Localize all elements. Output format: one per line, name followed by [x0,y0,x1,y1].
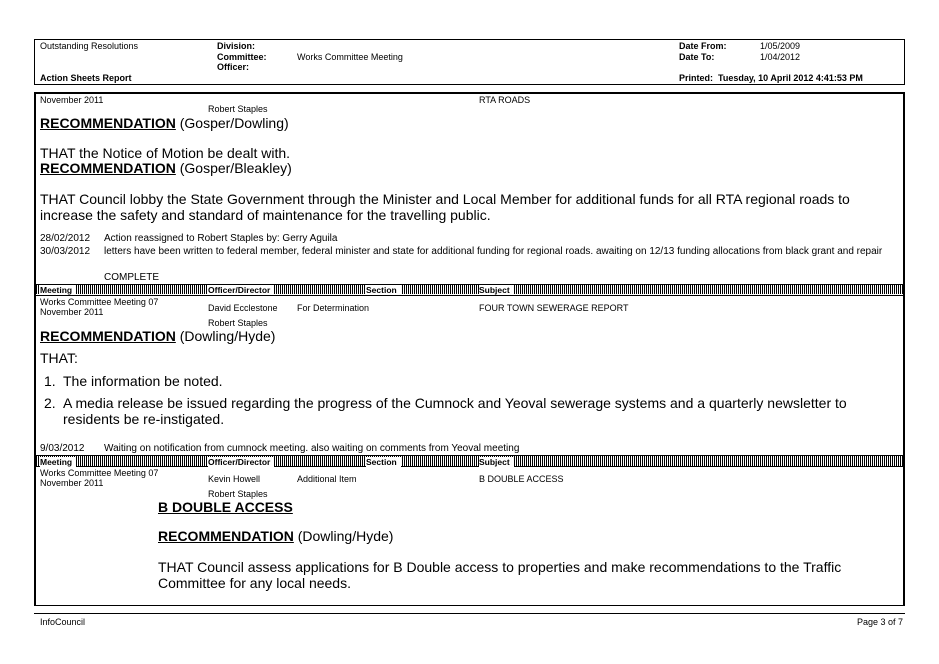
item-meeting: Works Committee Meeting 07 November 2011 [40,297,159,317]
item-subject: FOUR TOWN SEWERAGE REPORT [479,303,629,313]
recommendation-movers: (Dowling/Hyde) [175,328,276,344]
column-officer: Officer/Director [208,285,274,295]
recommendation-label: RECOMMENDATION [40,160,176,176]
item-title-text: B DOUBLE ACCESS [158,499,293,515]
recommendation-text: THAT the Notice of Motion be dealt with. [40,145,291,161]
column-subject: Subject [479,457,514,467]
recommendation-movers: (Gosper/Dowling) [175,115,289,131]
committee-value: Works Committee Meeting [297,52,403,62]
column-section: Section [366,285,401,295]
action-note: letters have been written to federal member, federal minister and state for additional funding for regional roads. awaiting on 12/13 funding allocations from black grant and repair [104,246,883,257]
recommendation-text: THAT Council assess applications for B Double access to properties and make recommendations to the Traffic Committee for any local needs. [158,559,842,591]
recommendation-that: THAT: [40,350,78,366]
action-date: 30/03/2012 [40,246,91,257]
point-text: A media release be issued regarding the progress of the Cumnock and Yeoval sewerage systems and a quarterly newsletter to residents be re-instigated. [63,395,847,427]
footer-brand: InfoCouncil [40,617,86,627]
officer-label: Officer: [217,62,250,72]
recommendation-heading [40,115,289,131]
column-subject: Subject [479,285,514,295]
date-to-value: 1/04/2012 [760,52,801,62]
report-title: Outstanding Resolutions [40,41,139,51]
page-number: Page 3 of 7 [856,617,903,627]
action-date: 28/02/2012 [40,233,91,244]
item-officer: Robert Staples [208,104,268,114]
point-number: 2. [44,395,56,411]
column-meeting: Meeting [40,457,76,467]
division-label: Division: [217,41,256,51]
item-meeting: November 2011 [40,95,104,105]
recommendation-movers: (Gosper/Bleakley) [175,160,292,176]
item-meeting: Works Committee Meeting 07 November 2011 [40,468,159,488]
item-officer: Robert Staples [208,489,268,499]
item-officer: Robert Staples [208,318,268,328]
date-from-label: Date From: [679,41,727,51]
column-section: Section [366,457,401,467]
recommendation-movers: (Dowling/Hyde) [293,528,394,544]
item-section: Additional Item [297,474,357,484]
item-section: For Determination [297,303,370,313]
committee-label: Committee: [217,52,267,62]
recommendation-label: RECOMMENDATION [158,528,294,544]
printed-value: Tuesday, 10 April 2012 4:41:53 PM [718,73,863,83]
date-to-label: Date To: [679,52,715,62]
item-subject: B DOUBLE ACCESS [479,474,564,484]
item-subject: RTA ROADS [479,95,531,105]
recommendation-heading [40,328,275,344]
action-note: Waiting on notification from cumnock meeting. also waiting on comments from Yeoval meeting [104,443,520,454]
date-from-value: 1/05/2009 [760,41,801,51]
recommendation-heading [158,528,393,544]
action-note: Action reassigned to Robert Staples by: Gerry Aguila [104,233,338,244]
item-title [158,499,293,515]
point-number: 1. [44,373,56,389]
recommendation-heading [40,160,292,176]
point-text: The information be noted. [63,373,223,389]
column-meeting: Meeting [40,285,76,295]
action-date: 9/03/2012 [40,443,85,454]
column-officer: Officer/Director [208,457,274,467]
recommendation-label: RECOMMENDATION [40,328,176,344]
recommendation-text: THAT Council lobby the State Government through the Minister and Local Member for additional funds for all RTA regional roads to increase the safety and standard of maintenance for the travelling public. [40,191,850,223]
recommendation-label: RECOMMENDATION [40,115,176,131]
printed-label: Printed: [679,73,714,83]
action-status: COMPLETE [104,272,160,283]
item-officer: David Ecclestone [208,303,278,313]
item-officer: Kevin Howell [208,474,261,484]
report-subtitle: Action Sheets Report [40,73,132,83]
